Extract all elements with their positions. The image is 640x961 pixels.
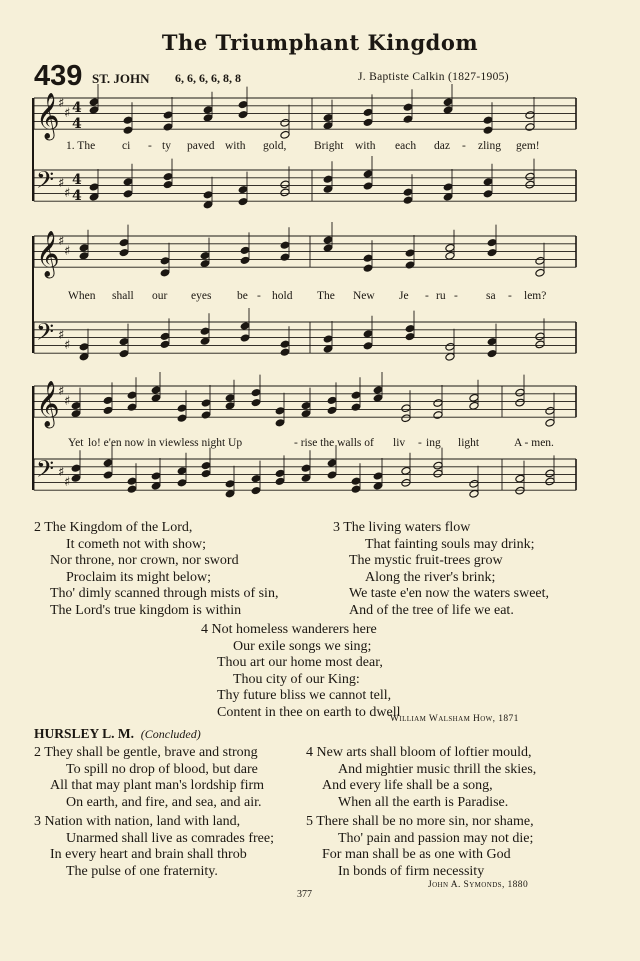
key-signature-sharp-icon: ♯ <box>58 176 65 191</box>
verse-line: Our exile songs we sing; <box>233 638 372 654</box>
lyric-syllable: The <box>317 290 335 302</box>
lyric-syllable: gold, <box>263 140 287 152</box>
hursley-verse-2 <box>34 745 264 811</box>
verse-line: The Lord's true kingdom is within <box>50 602 242 618</box>
verse-line: And mightier music thrill the skies, <box>338 761 537 777</box>
author-credit: William Walsham How, 1871 <box>390 714 519 724</box>
verse-line: And every life shall be a song, <box>322 778 493 793</box>
bass-clef-icon: 𝄢 <box>36 318 55 351</box>
lyric-syllable: liv <box>393 437 406 449</box>
lyric-syllable: lem? <box>524 290 547 302</box>
verse-line: 2 They shall be gentle, brave and strong <box>34 745 258 760</box>
verse-line: 3 Nation with nation, land with land, <box>34 814 241 829</box>
lyric-syllable: - <box>454 290 458 302</box>
verse-line: In every heart and brain shall throb <box>50 847 247 862</box>
lyric-syllable: 1. The <box>66 140 96 152</box>
key-signature-sharp-icon: ♯ <box>58 328 65 343</box>
lyric-syllable: be <box>237 290 248 302</box>
lyric-syllable: A - men. <box>514 437 554 449</box>
hymn-title: The Triumphant Kingdom <box>161 30 479 55</box>
lyric-syllable: - <box>257 290 261 302</box>
verse-line: It cometh not with show; <box>66 536 206 552</box>
time-signature: 4 <box>72 116 82 132</box>
section-heading: HURSLEY L. M. (Concluded) <box>34 726 201 741</box>
verse-2 <box>34 520 278 619</box>
treble-clef-icon: 𝄞 <box>36 381 60 427</box>
verse-line: 4 New arts shall bloom of loftier mould, <box>306 745 532 760</box>
verse-line: For man shall be as one with God <box>322 847 511 862</box>
verse-line: Unarmed shall live as comrades free; <box>66 830 274 846</box>
lyric-syllable: ing <box>426 437 441 449</box>
hursley-verse-5 <box>306 814 534 880</box>
verse-line: Thy future bliss we cannot tell, <box>217 688 392 703</box>
key-signature-sharp-icon: ♯ <box>64 106 71 121</box>
lyric-syllable: New <box>353 290 375 302</box>
lyric-syllable: light <box>458 437 480 449</box>
verse-line: 3 The living waters flow <box>333 520 471 535</box>
lyric-syllable: each <box>395 140 417 152</box>
key-signature-sharp-icon: ♯ <box>64 338 71 353</box>
verse-line: In bonds of firm necessity <box>338 863 485 879</box>
lyric-syllable: zling <box>478 140 501 152</box>
treble-clef-icon: 𝄞 <box>36 93 60 139</box>
lyric-syllable: - <box>148 140 152 152</box>
verse-line: Content in thee on earth to dwell <box>217 704 401 720</box>
verse-line: The pulse of one fraternity. <box>66 863 218 879</box>
tune-name: ST. JOHN <box>92 71 150 86</box>
lyric-syllable: Yet <box>68 437 84 449</box>
verse-line: To spill no drop of blood, but dare <box>66 761 258 777</box>
lyric-syllable: - rise the walls of <box>294 437 374 449</box>
lyric-syllable: - <box>462 140 466 152</box>
bass-clef-icon: 𝄢 <box>36 166 55 199</box>
verse-line: 5 There shall be no more sin, nor shame, <box>306 814 534 829</box>
lyric-syllable: gem! <box>516 140 540 152</box>
bass-clef-icon: 𝄢 <box>36 455 55 488</box>
time-signature: 4 <box>72 188 82 204</box>
key-signature-sharp-icon: ♯ <box>64 394 71 409</box>
verse-line: All that may plant man's lordship firm <box>50 778 265 793</box>
page-number: 377 <box>297 889 312 900</box>
lyric-syllable: our <box>152 290 168 302</box>
meter: 6, 6, 6, 6, 8, 8 <box>175 71 241 85</box>
lyric-syllable: - <box>425 290 429 302</box>
verse-line: The mystic fruit-trees grow <box>349 553 503 568</box>
composer-credit: J. Baptiste Calkin (1827-1905) <box>358 71 509 83</box>
lyric-syllable: daz <box>434 140 450 152</box>
verse-line: 2 The Kingdom of the Lord, <box>34 520 193 535</box>
verse-line: Along the river's brink; <box>365 569 496 585</box>
verse-line: Thou art our home most dear, <box>217 655 383 670</box>
lyric-syllable: - <box>508 290 512 302</box>
verse-line: Thou city of our King: <box>233 671 360 687</box>
verse-line: We taste e'en now the waters sweet, <box>349 586 550 601</box>
lyric-syllable: shall <box>112 290 134 302</box>
lyric-syllable: with <box>355 140 376 152</box>
verse-line: Nor throne, nor crown, nor sword <box>50 553 239 568</box>
lyric-syllable: sa <box>486 290 496 302</box>
author-credit-2: John A. Symonds, 1880 <box>428 880 529 890</box>
lyric-syllable: hold <box>272 290 293 302</box>
verse-line: Proclaim its might below; <box>66 569 212 585</box>
verse-line: That fainting souls may drink; <box>365 536 535 552</box>
lyric-syllable: Je <box>399 290 409 302</box>
lyric-syllable: When <box>68 290 96 302</box>
treble-clef-icon: 𝄞 <box>36 231 60 277</box>
lyric-syllable: - <box>418 437 422 449</box>
verse-3 <box>333 520 549 619</box>
verse-line: On earth, and fire, and sea, and air. <box>66 794 262 810</box>
key-signature-sharp-icon: ♯ <box>64 475 71 490</box>
verse-line: Tho' pain and passion may not die; <box>338 830 534 846</box>
key-signature-sharp-icon: ♯ <box>64 186 71 201</box>
time-signature: 4 <box>72 172 82 188</box>
key-signature-sharp-icon: ♯ <box>58 96 65 111</box>
key-signature-sharp-icon: ♯ <box>64 244 71 259</box>
key-signature-sharp-icon: ♯ <box>58 465 65 480</box>
hymn-number: 439 <box>34 60 83 92</box>
verse-line: Tho' dimly scanned through mists of sin, <box>50 586 279 601</box>
hursley-verse-3 <box>34 814 274 880</box>
lyric-syllable: eyes <box>191 290 212 302</box>
lyric-syllable: with <box>225 140 246 152</box>
key-signature-sharp-icon: ♯ <box>58 234 65 249</box>
key-signature-sharp-icon: ♯ <box>58 384 65 399</box>
lyric-syllable: paved <box>187 140 215 152</box>
time-signature: 4 <box>72 100 82 116</box>
lyric-syllable: Bright <box>314 140 344 152</box>
lyric-syllable: lo! e'en now in viewless night Up <box>88 437 243 449</box>
verse-line: When all the earth is Paradise. <box>338 794 509 810</box>
lyric-syllable: ru <box>436 290 446 302</box>
lyric-syllable: ty <box>162 140 171 152</box>
hursley-verse-4 <box>306 745 536 811</box>
verse-line: And of the tree of life we eat. <box>349 602 514 618</box>
verse-4 <box>201 622 401 721</box>
verse-line: 4 Not homeless wanderers here <box>201 622 377 637</box>
lyric-syllable: ci <box>122 140 131 152</box>
